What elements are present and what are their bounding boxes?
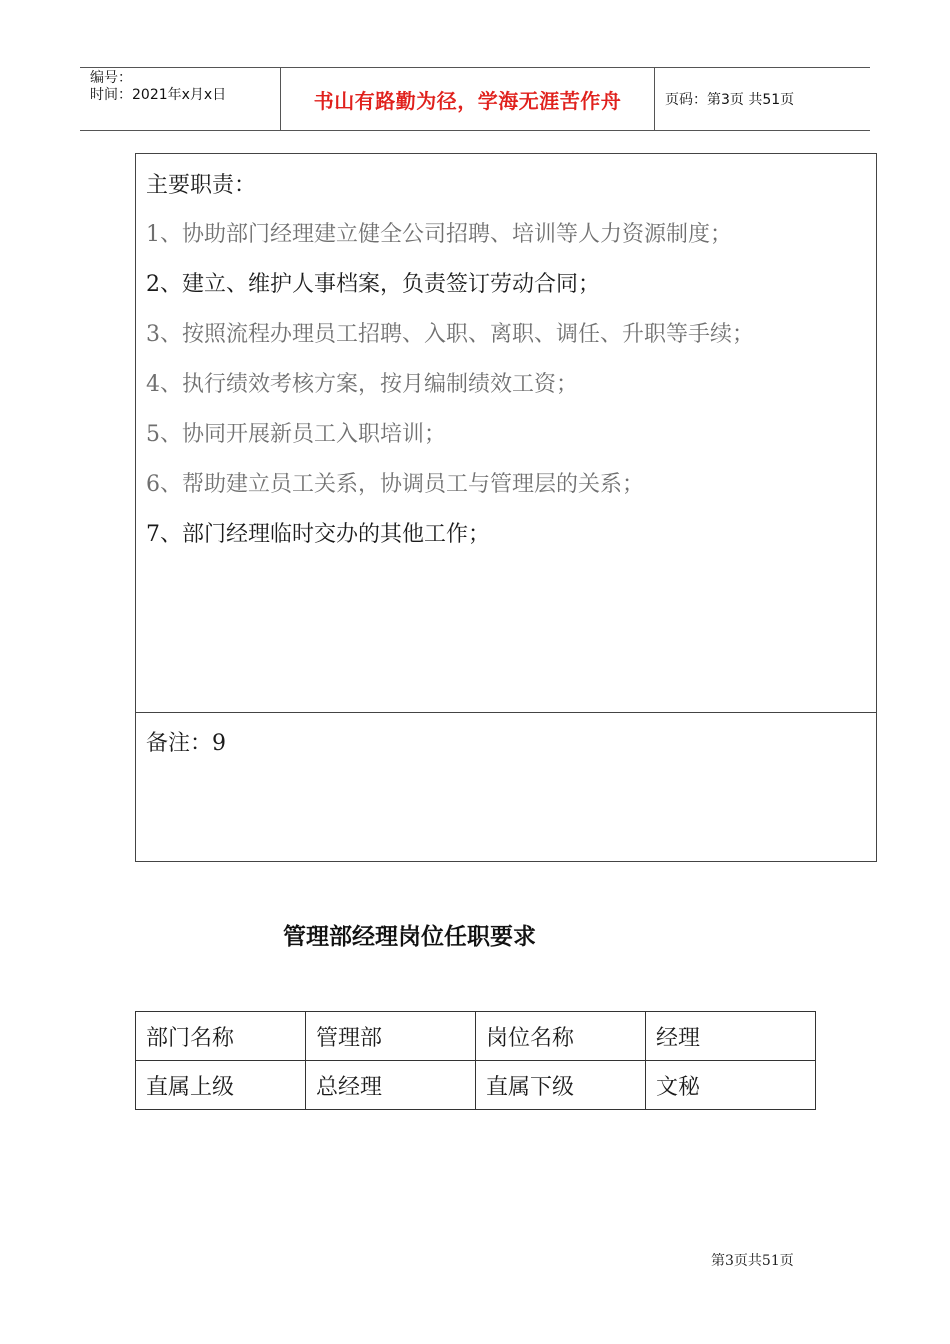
page-footer: 第3页共51页 [711,1253,794,1269]
duty-item: 4、执行绩效考核方案，按月编制绩效工资； [146,372,578,397]
header-meta [80,68,281,130]
table-cell: 管理部 [306,1012,476,1061]
duty-item: 7、部门经理临时交办的其他工作； [146,522,490,547]
table-cell: 岗位名称 [476,1012,646,1061]
box-divider [136,712,876,713]
duty-item: 5、协同开展新员工入职培训； [146,422,446,447]
remark: 备注：9 [146,731,226,756]
duty-item: 1、协助部门经理建立健全公司招聘、培训等人力资源制度； [146,222,732,247]
duty-item: 2、建立、维护人事档案，负责签订劳动合同； [146,272,600,297]
duties-box [135,153,877,862]
header-time: 时间：2021年x月x日 [90,87,227,103]
header-number: 编号： [90,70,132,86]
table-cell: 文秘 [646,1061,816,1110]
duty-item: 6、帮助建立员工关系，协调员工与管理层的关系； [146,472,644,497]
header-motto: 书山有路勤为径，学海无涯苦作舟 [281,68,655,130]
table-cell: 直属下级 [476,1061,646,1110]
duty-item: 3、按照流程办理员工招聘、入职、离职、调任、升职等手续； [146,322,754,347]
table-row [136,1061,816,1110]
header-page-info: 页码：第3页 共51页 [665,92,795,108]
info-table [135,1011,816,1110]
table-cell: 部门名称 [136,1012,306,1061]
duties-heading: 主要职责： [146,173,257,198]
table-cell: 总经理 [306,1061,476,1110]
page-header [80,67,870,131]
table-cell: 经理 [646,1012,816,1061]
table-row [136,1012,816,1061]
table-cell: 直属上级 [136,1061,306,1110]
section-title: 管理部经理岗位任职要求 [283,924,536,950]
